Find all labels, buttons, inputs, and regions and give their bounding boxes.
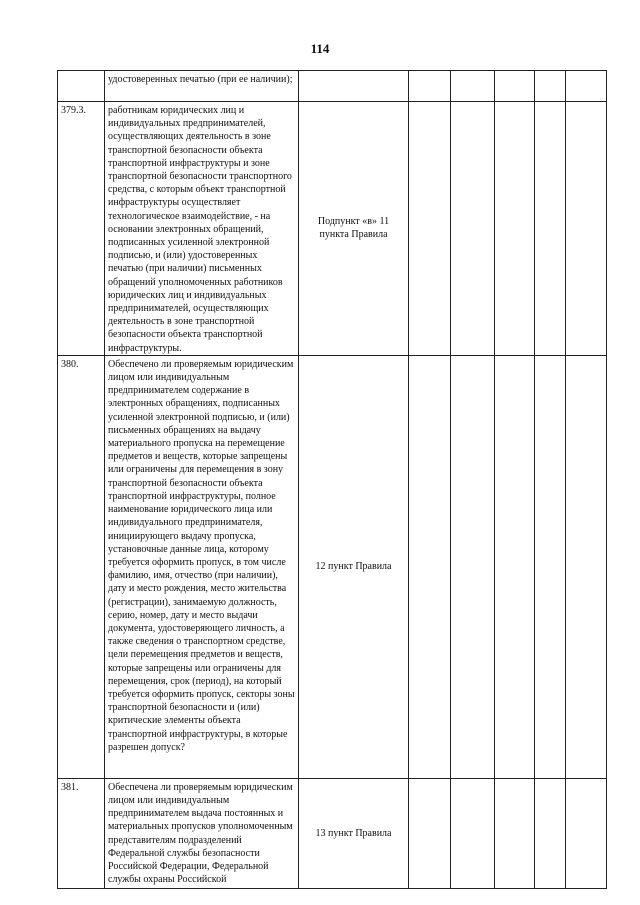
row-number bbox=[58, 71, 105, 102]
empty-cell bbox=[566, 71, 607, 102]
row-reference: 13 пункт Правила bbox=[299, 778, 409, 888]
empty-cell bbox=[451, 102, 495, 356]
row-number: 380. bbox=[58, 355, 105, 778]
empty-cell bbox=[451, 71, 495, 102]
table-row bbox=[58, 355, 607, 778]
row-number: 381. bbox=[58, 778, 105, 888]
row-description: Обеспечена ли проверяемым юридическим лицом или индивидуальным предпринимателем выдача постоянных и материальных пропусков уполномоченным представителям подразделений Федеральной службы безопасности Российской Федерации, Федеральной службы охраны Российской bbox=[105, 778, 299, 888]
empty-cell bbox=[495, 71, 535, 102]
empty-cell bbox=[535, 102, 566, 356]
empty-cell bbox=[566, 355, 607, 778]
table-row bbox=[58, 778, 607, 888]
row-reference: Подпункт «в» 11 пункта Правила bbox=[299, 102, 409, 356]
empty-cell bbox=[409, 355, 451, 778]
row-reference: 12 пункт Правила bbox=[299, 355, 409, 778]
empty-cell bbox=[535, 778, 566, 888]
empty-cell bbox=[409, 71, 451, 102]
row-number: 379.3. bbox=[58, 102, 105, 356]
empty-cell bbox=[451, 778, 495, 888]
empty-cell bbox=[495, 778, 535, 888]
empty-cell bbox=[566, 102, 607, 356]
row-description: удостоверенных печатью (при ее наличии); bbox=[105, 71, 299, 102]
empty-cell bbox=[409, 102, 451, 356]
empty-cell bbox=[535, 355, 566, 778]
table-row bbox=[58, 102, 607, 356]
empty-cell bbox=[451, 355, 495, 778]
empty-cell bbox=[566, 778, 607, 888]
row-reference bbox=[299, 71, 409, 102]
empty-cell bbox=[409, 778, 451, 888]
regulation-table bbox=[57, 70, 607, 889]
row-description: работникам юридических лиц и индивидуальных предпринимателей, осуществляющих деятельность в зоне транспортной безопасности объекта транспортной инфраструктуры и зоне транспортной безопасности транспортного средства, с которым объект транспортной инфраструктуры осуществляет технологическое взаимодействие, - на основании электронных обращений, подписанных усиленной электронной подписью, и (или) удостоверенных печатью (при наличии) письменных обращений уполномоченных работников юридических лиц и индивидуальных предпринимателей, осуществляющих деятельность в зоне транспортной безопасности объекта транспортной инфраструктуры. bbox=[105, 102, 299, 356]
table-row bbox=[58, 71, 607, 102]
empty-cell bbox=[535, 71, 566, 102]
page-number: 114 bbox=[310, 41, 330, 56]
empty-cell bbox=[495, 355, 535, 778]
empty-cell bbox=[495, 102, 535, 356]
row-description: Обеспечено ли проверяемым юридическим лицом или индивидуальным предпринимателем содержание в электронных обращениях, подписанных усиленной электронной подписью, и (или) письменных обращениях на выдачу материального пропуска на перемещение предметов и веществ, которые запрещены или ограничены для перемещения в зону транспортной безопасности объекта транспортной инфраструктуры, полное наименование юридического лица или индивидуального предпринимателя, инициирующего выдачу пропуска, установочные данные лица, которому требуется оформить пропуск, в том числе фамилию, имя, отчество (при наличии), дату и место рождения, место жительства (регистрации), занимаемую должность, серию, номер, дату и место выдачи документа, удостоверяющего личность, а также сведения о транспортном средстве, цели перемещения предметов и веществ, которые запрещены или ограничены для перемещения, срок (период), на который требуется оформить пропуск, секторы зоны транспортной безопасности и (или) критические элементы объекта транспортной инфраструктуры, в которые разрешен допуск? bbox=[105, 355, 299, 778]
